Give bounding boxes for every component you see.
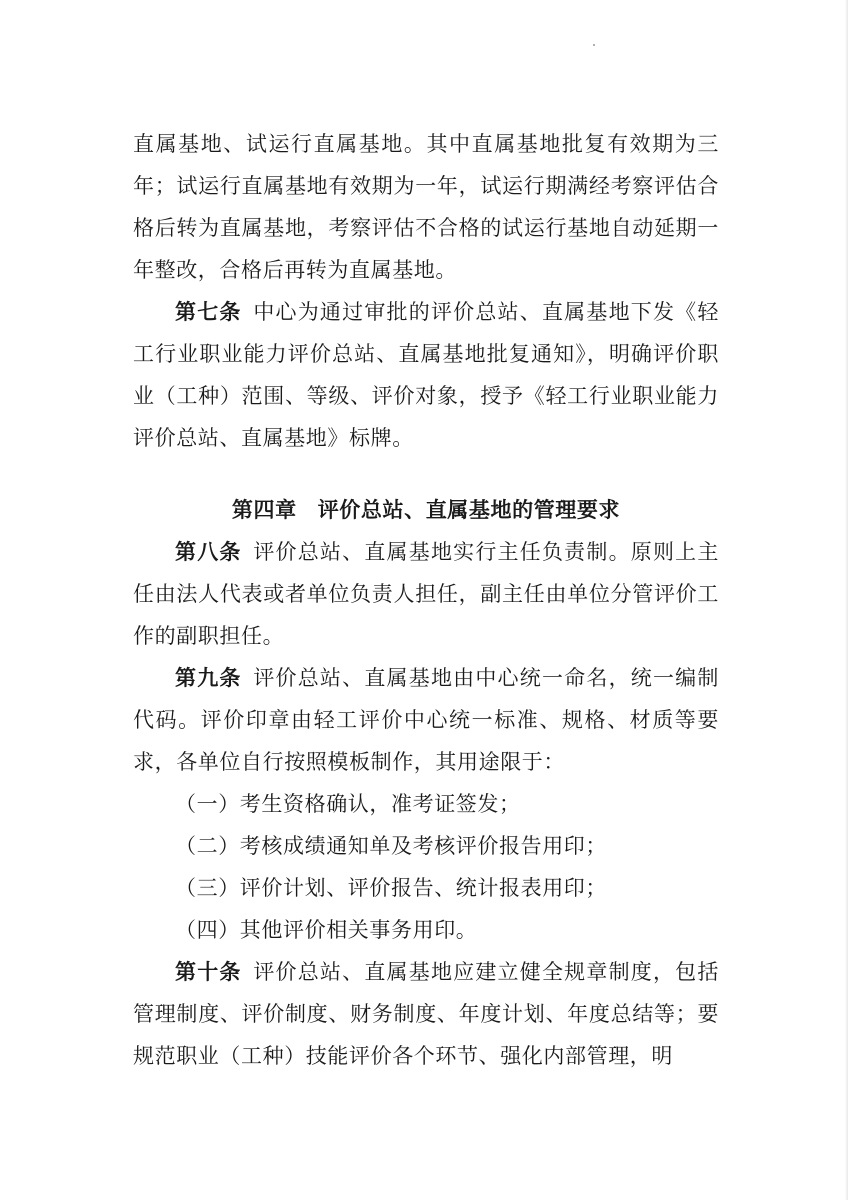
chapter-title: 评价总站、直属基地的管理要求 bbox=[317, 497, 621, 522]
article-10-text: 评价总站、直属基地应建立健全规章制度，包括管理制度、评价制度、财务制度、年度计划、年度总结等；要规范职业（工种）技能评价各个环节、强化内部管理，明 bbox=[133, 960, 719, 1068]
article-7 bbox=[133, 291, 719, 459]
document-body bbox=[133, 123, 719, 1077]
list-item: （一）考生资格确认，准考证签发； bbox=[175, 792, 521, 816]
article-9-text: 评价总站、直属基地由中心统一命名，统一编制代码。评价印章由轻工评价中心统一标准、规格、材质等要求，各单位自行按照模板制作，其用途限于： bbox=[133, 666, 719, 774]
article-7-label: 第七条 bbox=[175, 299, 242, 324]
article-9-label: 第九条 bbox=[175, 665, 242, 690]
scan-speck bbox=[593, 44, 595, 46]
chapter-heading bbox=[133, 489, 719, 531]
list-item: （二）考核成绩通知单及考核评价报告用印； bbox=[175, 834, 607, 858]
continued-paragraph-text: 直属基地、试运行直属基地。其中直属基地批复有效期为三年；试运行直属基地有效期为一年，试运行期满经考察评估合格后转为直属基地，考察评估不合格的试运行基地自动延期一年整改，合格后再转为直属基地。 bbox=[133, 132, 719, 282]
article-9 bbox=[133, 657, 719, 783]
continued-paragraph bbox=[133, 123, 719, 291]
article-8 bbox=[133, 531, 719, 657]
article-7-text: 中心为通过审批的评价总站、直属基地下发《轻工行业职业能力评价总站、直属基地批复通知》，明确评价职业（工种）范围、等级、评价对象，授予《轻工行业职业能力评价总站、直属基地》标牌。 bbox=[133, 300, 719, 450]
article-8-label: 第八条 bbox=[175, 539, 242, 564]
list-item: （四）其他评价相关事务用印。 bbox=[175, 918, 478, 942]
article-10 bbox=[133, 951, 719, 1077]
article-10-label: 第十条 bbox=[175, 959, 242, 984]
article-8-text: 评价总站、直属基地实行主任负责制。原则上主任由法人代表或者单位负责人担任，副主任由单位分管评价工作的副职担任。 bbox=[133, 540, 719, 648]
list-item: （三）评价计划、评价报告、统计报表用印； bbox=[175, 876, 607, 900]
chapter-number: 第四章 bbox=[231, 497, 297, 522]
